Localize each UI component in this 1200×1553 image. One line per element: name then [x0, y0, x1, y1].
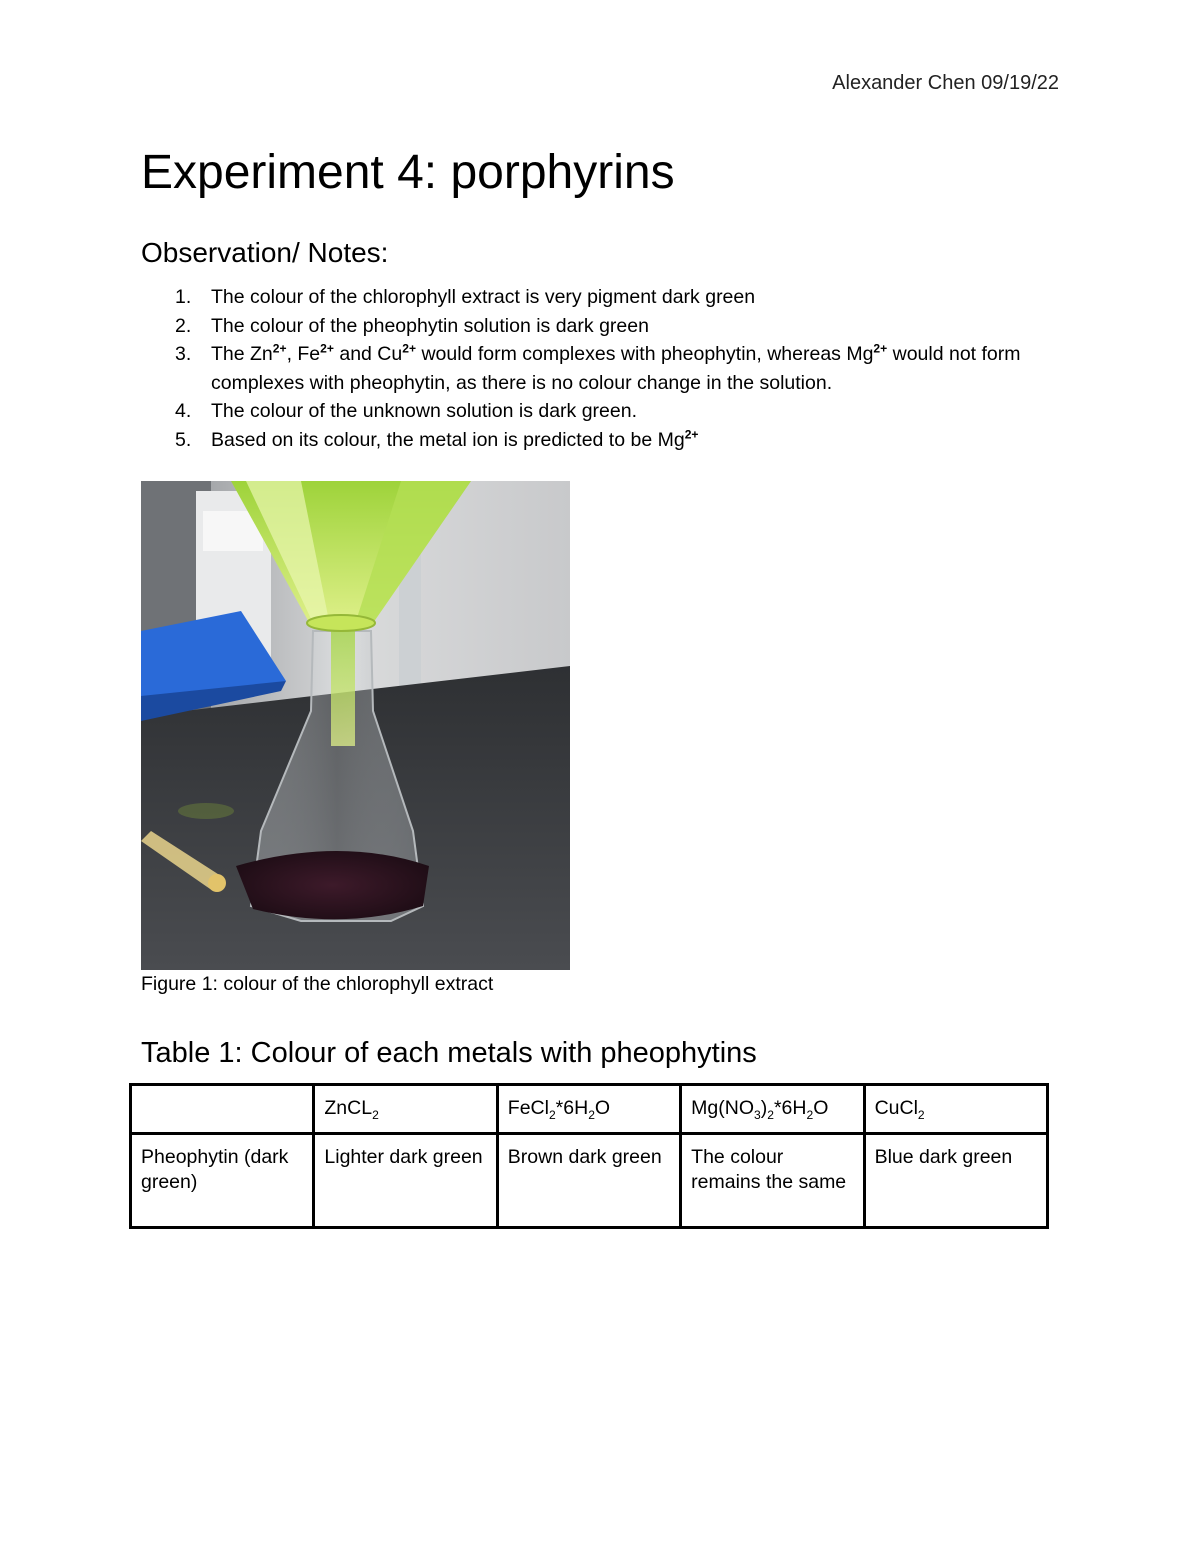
cell-fe: Brown dark green — [497, 1134, 680, 1228]
author-date: Alexander Chen 09/19/22 — [832, 72, 1059, 94]
table-header-row — [131, 1085, 1048, 1134]
figure-caption: Figure 1: colour of the chlorophyll extract — [141, 973, 494, 995]
note-text: The colour of the pheophytin solution is dark green — [211, 314, 649, 337]
note-text: The colour of the unknown solution is dark green. — [211, 400, 638, 422]
list-item — [141, 312, 1061, 341]
header-fecl2: $FeCl_2*6H_2O$ — [497, 1085, 680, 1134]
chlorophyll-extract-photo — [141, 481, 570, 970]
cell-zn: Lighter dark green — [314, 1134, 497, 1228]
list-item — [141, 283, 1061, 312]
header-cucl2: CuCl$_2$ — [864, 1085, 1047, 1134]
list-number: 4. — [175, 400, 192, 422]
header-mgno3: $Mg(NO_3)_2*6H_2O$ — [681, 1085, 864, 1134]
note-text: Based on its colour, the metal ion is predicted to be $Mg^{2+}$ — [211, 427, 699, 451]
list-number: 1. — [175, 286, 192, 308]
list-item — [141, 397, 1061, 426]
list-item — [141, 426, 1061, 455]
cell-mg: The colour remains the same — [681, 1134, 864, 1228]
notes-heading: Observation/ Notes: — [141, 237, 389, 268]
notes-list — [141, 283, 1061, 454]
list-item — [141, 340, 1061, 397]
note-text: The $Zn^{2+}$, $Fe^{2+}$ and $Cu^{2+}$ would form complexes with pheophytin, whereas $Mg^{2+}$ would not form complexes with pheophytin, as there is no colour change in the solution. — [211, 341, 1021, 394]
table-row — [131, 1134, 1048, 1228]
list-number: 5. — [175, 428, 192, 451]
list-number: 3. — [175, 343, 192, 365]
cell-cu: Blue dark green — [864, 1134, 1047, 1228]
note-text: The colour of the chlorophyll extract is very pigment dark green — [211, 286, 756, 308]
metals-table — [129, 1083, 1049, 1229]
table-title: Table 1: Colour of each metals with pheophytins — [141, 1037, 757, 1069]
page-title: Experiment 4: porphyrins — [141, 146, 675, 199]
list-number: 2. — [175, 314, 192, 337]
header-zncl2: ZnCL$_2$ — [314, 1085, 497, 1134]
empty-header-cell — [131, 1085, 314, 1134]
row-label-cell: Pheophytin (dark green) — [131, 1134, 314, 1228]
